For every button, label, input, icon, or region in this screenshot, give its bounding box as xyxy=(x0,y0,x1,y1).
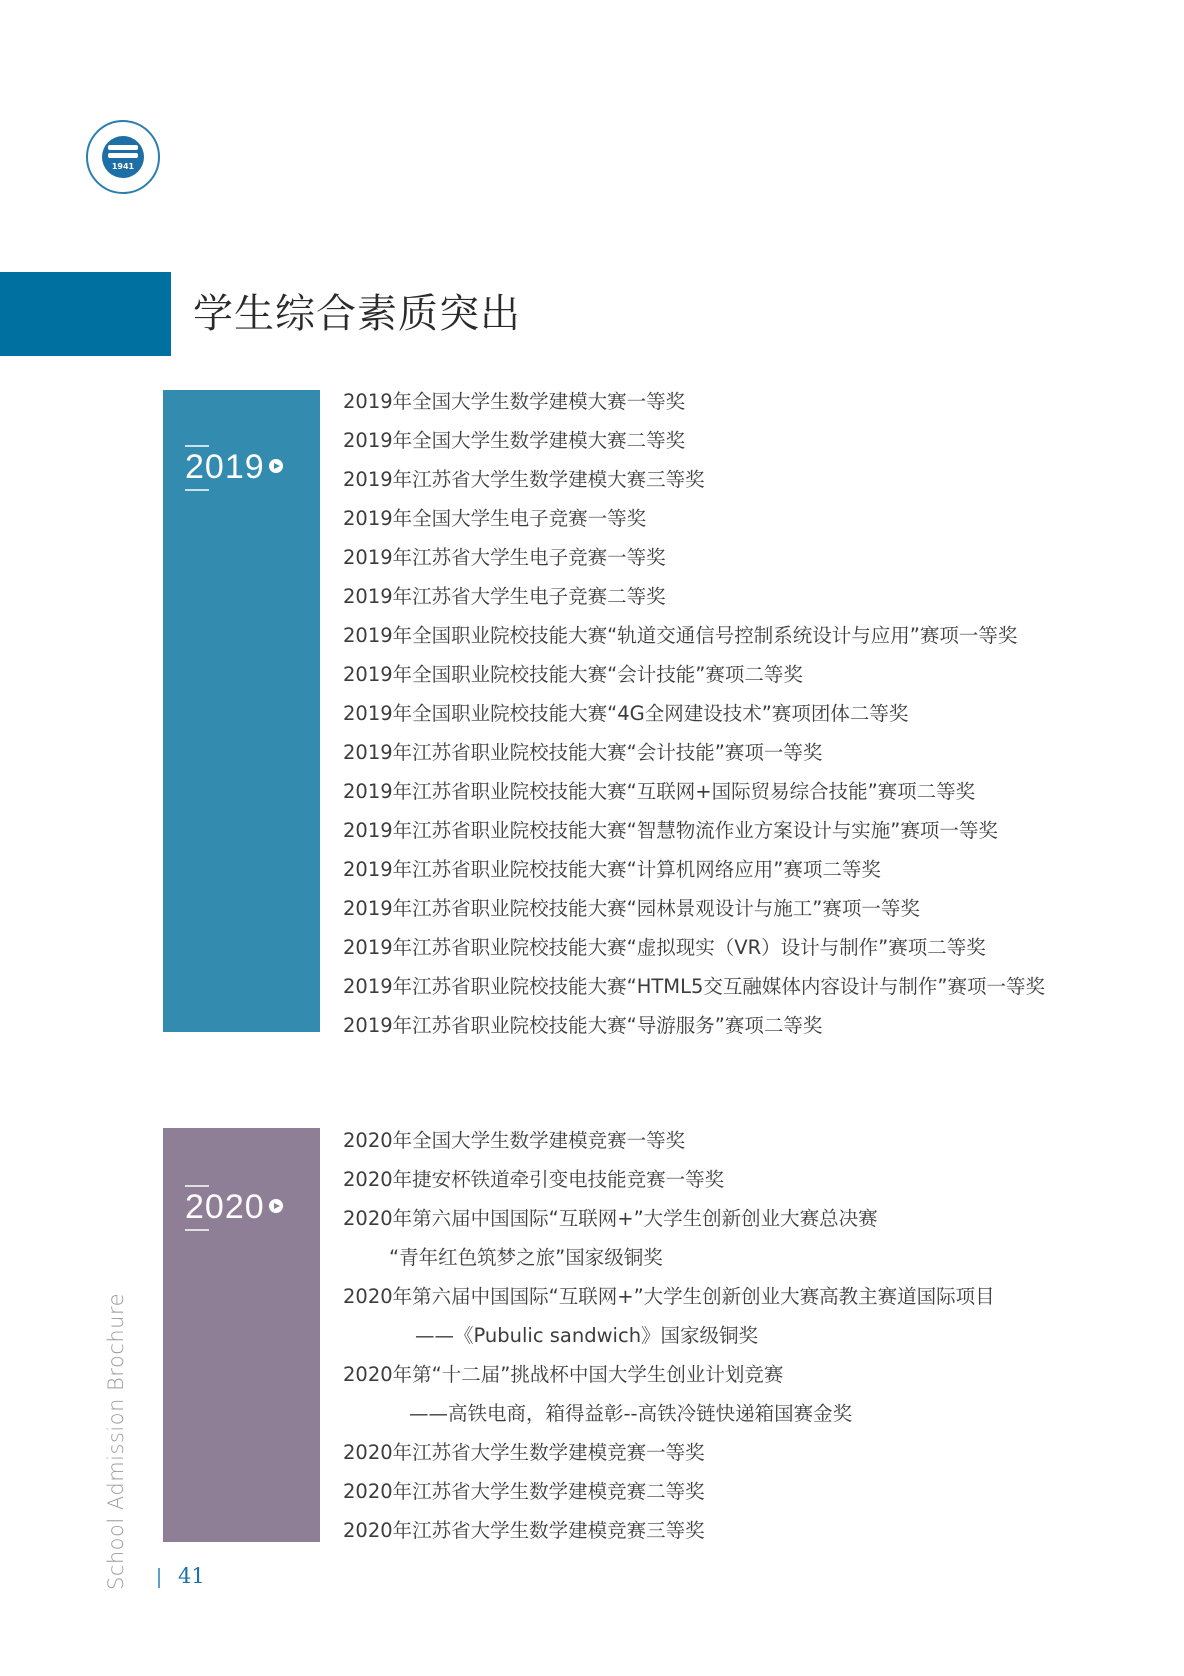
award-item: 2020年第六届中国国际“互联网+”大学生创新创业大赛总决赛 xyxy=(343,1207,878,1230)
year-label-2020 xyxy=(185,1188,283,1227)
award-item: 2020年江苏省大学生数学建模竞赛一等奖 xyxy=(343,1441,705,1464)
logo-emblem-icon xyxy=(102,136,144,178)
award-item: 2019年全国大学生电子竞赛一等奖 xyxy=(343,507,647,530)
year-block-2020 xyxy=(163,1128,320,1542)
logo-founded-year: 1941 xyxy=(111,162,135,171)
page-number-divider xyxy=(158,1568,160,1588)
award-item: 2019年江苏省大学生数学建模大赛三等奖 xyxy=(343,468,705,491)
award-item: 2019年江苏省职业院校技能大赛“计算机网络应用”赛项二等奖 xyxy=(343,858,881,881)
award-item: 2019年全国职业院校技能大赛“轨道交通信号控制系统设计与应用”赛项一等奖 xyxy=(343,624,1018,647)
award-item: 2019年全国职业院校技能大赛“4G全网建设技术”赛项团体二等奖 xyxy=(343,702,909,725)
award-item-continuation: ——《Pubulic sandwich》国家级铜奖 xyxy=(415,1324,759,1347)
award-item: 2019年江苏省大学生电子竞赛一等奖 xyxy=(343,546,666,569)
award-item: 2020年第六届中国国际“互联网+”大学生创新创业大赛高教主赛道国际项目 xyxy=(343,1285,995,1308)
year-tick-bottom xyxy=(185,489,209,491)
award-item: 2019年江苏省职业院校技能大赛“园林景观设计与施工”赛项一等奖 xyxy=(343,897,920,920)
brochure-side-label: School Admission Brochure xyxy=(104,1292,128,1590)
play-arrow-icon xyxy=(269,459,283,473)
award-item: 2019年江苏省职业院校技能大赛“导游服务”赛项二等奖 xyxy=(343,1014,823,1037)
play-arrow-icon xyxy=(269,1199,283,1213)
award-item: 2019年江苏省职业院校技能大赛“智慧物流作业方案设计与实施”赛项一等奖 xyxy=(343,819,998,842)
award-item: 2020年江苏省大学生数学建模竞赛三等奖 xyxy=(343,1519,705,1542)
page-title: 学生综合素质突出 xyxy=(193,291,521,337)
awards-list-2020 xyxy=(343,1121,995,1550)
award-item-continuation: “青年红色筑梦之旅”国家级铜奖 xyxy=(389,1246,663,1269)
year-tick-top xyxy=(185,445,209,447)
award-item: 2020年第“十二届”挑战杯中国大学生创业计划竞赛 xyxy=(343,1363,784,1386)
award-item: 2019年江苏省职业院校技能大赛“互联网+国际贸易综合技能”赛项二等奖 xyxy=(343,780,976,803)
year-block-2019 xyxy=(163,390,320,1032)
page-number: 41 xyxy=(178,1564,205,1588)
award-item: 2020年全国大学生数学建模竞赛一等奖 xyxy=(343,1129,686,1152)
school-logo xyxy=(86,120,160,194)
logo-rail-bar-top xyxy=(108,145,138,150)
year-text: 2020 xyxy=(185,1188,265,1226)
awards-list-2019 xyxy=(343,382,1045,1045)
award-item: 2019年江苏省职业院校技能大赛“会计技能”赛项一等奖 xyxy=(343,741,823,764)
year-text: 2019 xyxy=(185,448,265,486)
award-item: 2020年捷安杯铁道牵引变电技能竞赛一等奖 xyxy=(343,1168,725,1191)
award-item: 2019年江苏省职业院校技能大赛“虚拟现实（VR）设计与制作”赛项二等奖 xyxy=(343,936,986,959)
year-tick-bottom xyxy=(185,1229,209,1231)
award-item: 2019年全国大学生数学建模大赛二等奖 xyxy=(343,429,686,452)
award-item: 2019年全国大学生数学建模大赛一等奖 xyxy=(343,390,686,413)
award-item: 2019年全国职业院校技能大赛“会计技能”赛项二等奖 xyxy=(343,663,803,686)
award-item: 2020年江苏省大学生数学建模竞赛二等奖 xyxy=(343,1480,705,1503)
year-tick-top xyxy=(185,1185,209,1187)
award-item: 2019年江苏省大学生电子竞赛二等奖 xyxy=(343,585,666,608)
header-accent-bar xyxy=(0,272,171,356)
year-label-2019 xyxy=(185,448,283,487)
logo-rail-bar-bottom xyxy=(108,153,138,158)
award-item: 2019年江苏省职业院校技能大赛“HTML5交互融媒体内容设计与制作”赛项一等奖 xyxy=(343,975,1046,998)
award-item-continuation: ——高铁电商，箱得益彰--高铁冷链快递箱国赛金奖 xyxy=(409,1402,853,1425)
